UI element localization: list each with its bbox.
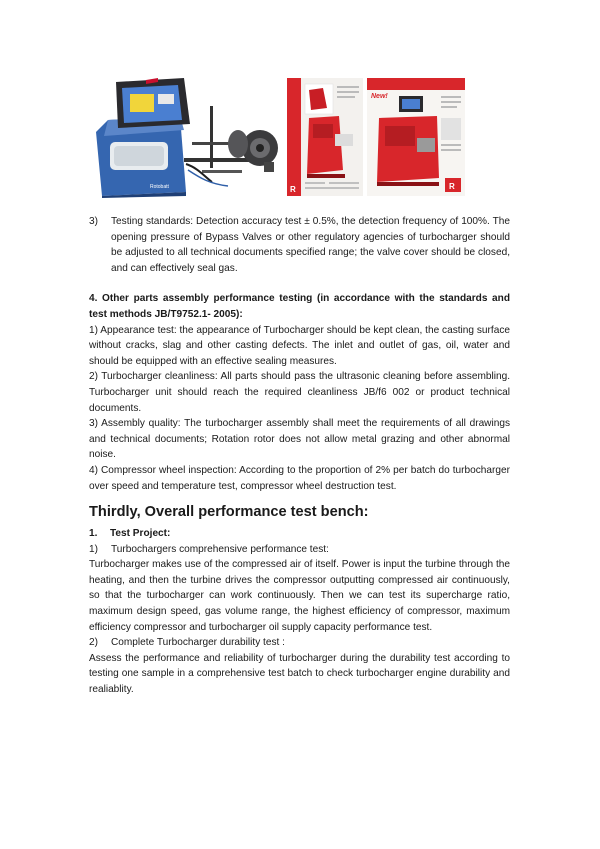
- page-body: [89, 214, 510, 698]
- section-4-paragraph: 4) Compressor wheel inspection: According to the proportion of 2% per batch do turbocharger over speed and temperature test, compressor wheel destruction test.: [89, 464, 510, 492]
- test-bench-photo: [88, 72, 284, 198]
- item-number: 3): [89, 216, 98, 227]
- sub-item-number: 2): [89, 637, 98, 649]
- section-4-heading: 4. Other parts assembly performance testing (in accordance with the standards and test methods JB/T9752.1- 2005):: [89, 293, 510, 320]
- sub-item-label: Turbochargers comprehensive performance test:: [111, 543, 329, 555]
- brochure-logo-left: R: [290, 185, 296, 194]
- sub-item-1-text: Turbocharger makes use of the compressed air of itself. Power is input the turbine through the heating, and then the turbine drives the compressor outputting compressed air continuously, so that the turbocharger can work continuously. Then we can test its supercharge ratio, maximum design speed, gas volume range, the highest efficiency of compressor, maximum efficiency compressor and turbocharger oil supply capacity performance test.: [89, 559, 510, 633]
- test-project-label: Test Project:: [110, 528, 171, 540]
- sub-item-2: [89, 635, 510, 651]
- product-figure: [88, 72, 466, 198]
- brochure-logo-right: R: [449, 182, 455, 191]
- sub-item-1: [89, 542, 510, 558]
- test-project-number: 1.: [89, 528, 98, 540]
- item-text: Testing standards: Detection accuracy test ± 0.5%, the detection frequency of 100%. The opening pressure of Bypass Valves or other regulatory agencies of turbocharger should be adjusted to all technical documents specified range; the valve cover should be closed, and can effectively seal gas.: [111, 216, 510, 274]
- section-4-paragraph: 2) Turbocharger cleanliness: All parts should pass the ultrasonic cleaning before assembling. Turbocharger unit should reach the required cleanliness JB/f6 002 or product technical documents.: [89, 371, 510, 414]
- brochure-photo: [287, 78, 465, 196]
- test-project-heading: [89, 526, 510, 542]
- sub-item-label: Complete Turbocharger durability test :: [111, 637, 285, 649]
- testing-standards-item: [89, 214, 510, 276]
- sub-item-number: 1): [89, 543, 98, 555]
- brand-text: Rotobatt: [150, 184, 169, 190]
- section-3-heading: Thirdly, Overall performance test bench:: [89, 504, 369, 521]
- section-4-paragraph: 1) Appearance test: the appearance of Turbocharger should be kept clean, the casting surface without cracks, slag and other casting defects. The inlet and outlet of gas, oil, water and should be equipped with an effective sealing measures.: [89, 324, 510, 367]
- sub-item-2-text: Assess the performance and reliability of turbocharger during the durability test according to testing one sample in a comprehensive test batch to check turbocharger engine durability and realiablity.: [89, 652, 510, 696]
- section-4-paragraph: 3) Assembly quality: The turbocharger assembly shall meet the requirements of all drawings and technical documents; Rotation rotor does not allow metal grazing and other abnormal noise.: [89, 418, 510, 461]
- new-badge: New!: [371, 93, 388, 100]
